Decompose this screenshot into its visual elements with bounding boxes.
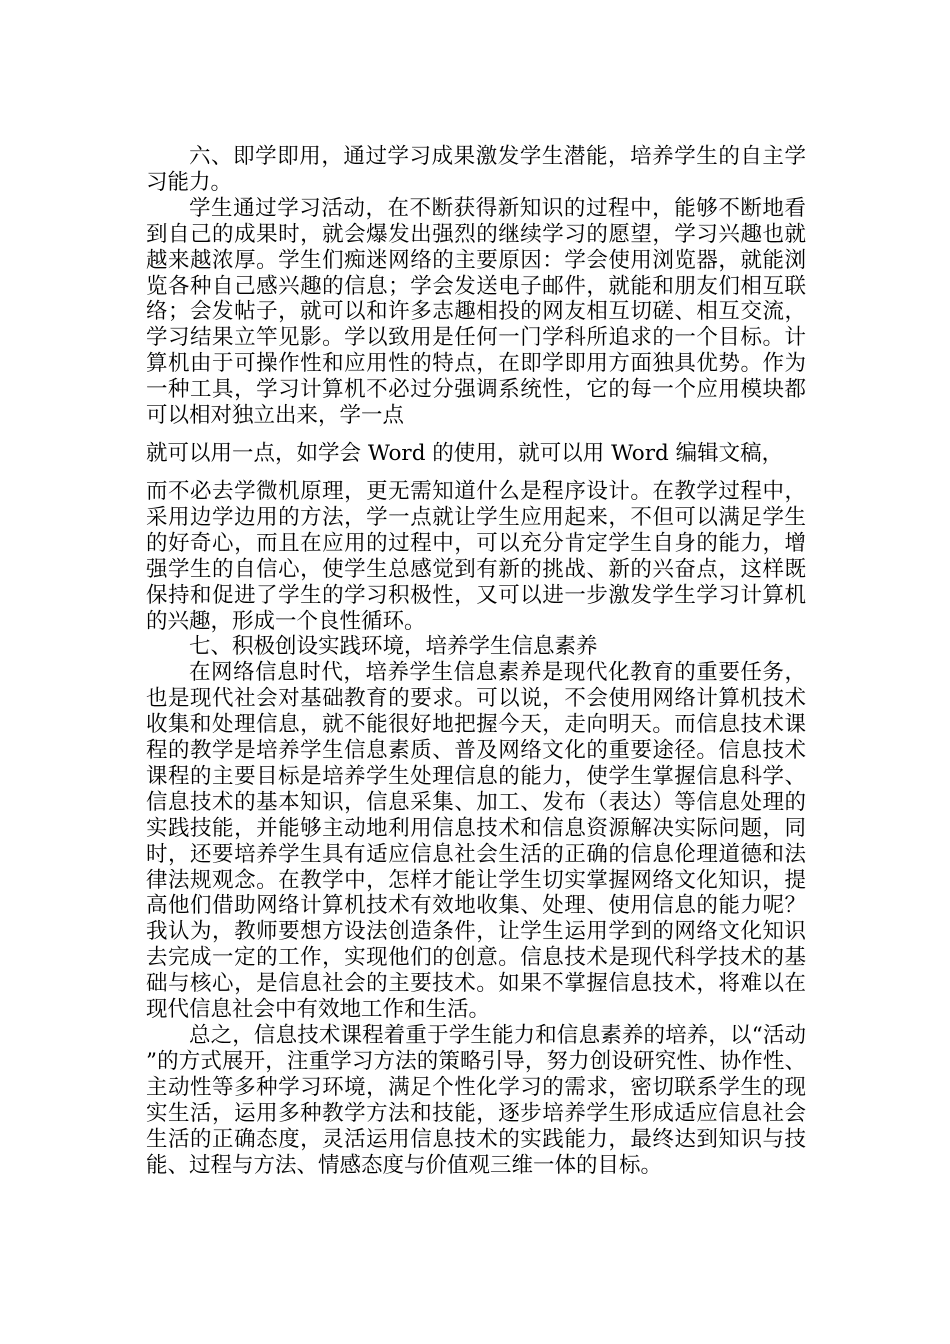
section-6-heading: 六、即学即用，通过学习成果激发学生潜能，培养学生的自主学习能力。 [146,144,806,195]
section-6-paragraph [146,196,806,635]
document-page [146,144,806,1178]
section-6-text-part1: 学生通过学习活动，在不断获得新知识的过程中，能够不断地看到自己的成果时，就会爆发出强烈的继续学习的愿望，学习兴趣也就越来越浓厚。学生们痴迷网络的主要原因：学会使用浏览器，就能浏览各种自己感兴趣的信息；学会发送电子邮件，就能和朋友们相互联络；会发帖子，就可以和许多志趣相投的网友相互切磋、相互交流，学习结果立竿见影。学以致用是任何一门学科所追求的一个目标。计算机由于可操作性和应用性的特点，在即学即用方面独具优势。作为一种工具，学习计算机不必过分强调系统性，它的每一个应用模块都可以相对独立出来，学一点 [146,195,806,429]
section-7-paragraph: 在网络信息时代，培养学生信息素养是现代化教育的重要任务，也是现代社会对基础教育的要求。可以说，不会使用网络计算机技术收集和处理信息，就不能很好地把握今天，走向明天。而信息技术课程的教学是培养学生信息素质、普及网络文化的重要途径。信息技术课程的主要目标是培养学生处理信息的能力，使学生掌握信息科学、信息技术的基本知识，信息采集、加工、发布（表达）等信息处理的实践技能，并能够主动地利用信息技术和信息资源解决实际问题，同时，还要培养学生具有适应信息社会生活的正确的信息伦理道德和法律法规观念。在教学中，怎样才能让学生切实掌握网络文化知识，提高他们借助网络计算机技术有效地收集、处理、使用信息的能力呢？我认为，教师要想方设法创造条件，让学生运用学到的网络文化知识去完成一定的工作，实现他们的创意。信息技术是现代科学技术的基础与核心，是信息社会的主要技术。如果不掌握信息技术，将难以在现代信息社会中有效地工作和生活。 [146,660,806,1023]
conclusion-paragraph: 总之，信息技术课程着重于学生能力和信息素养的培养，以“活动”的方式展开，注重学习方法的策略引导，努力创设研究性、协作性、主动性等多种学习环境，满足个性化学习的需求，密切联系学生的现实生活，运用多种教学方法和技能，逐步培养学生形成适应信息社会生活的正确态度，灵活运用信息技术的实践能力，最终达到知识与技能、过程与方法、情感态度与价值观三维一体的目标。 [146,1023,806,1178]
section-6-text-part2: 就可以用一点，如学会 Word 的使用，就可以用 Word 编辑文稿， [146,440,784,466]
section-6-text-part3: 而不必去学微机原理，更无需知道什么是程序设计。在教学过程中，采用边学边用的方法，学一点就让学生应用起来，不但可以满足学生的好奇心，而且在应用的过程中，可以充分肯定学生自身的能力，增强学生的自信心，使学生总感觉到有新的挑战、新的兴奋点，这样既保持和促进了学生的学习积极性，又可以进一步激发学生学习计算机的兴趣，形成一个良性循环。 [146,478,806,634]
section-7-heading: 七、积极创设实践环境，培养学生信息素养 [189,634,598,660]
